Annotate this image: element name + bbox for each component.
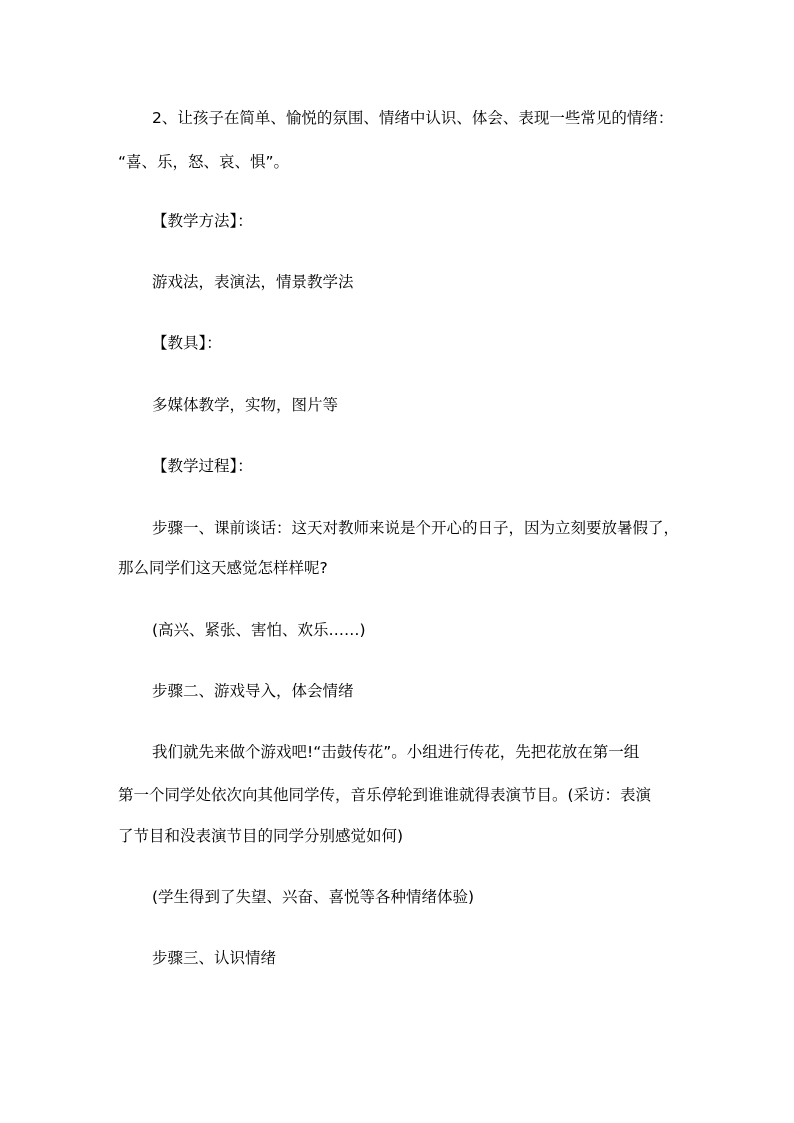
step-1-line-1: 步骤一、课前谈话：这天对教师来说是个开心的日子，因为立刻要放暑假了， xyxy=(152,519,680,537)
teaching-process-heading: 【教学过程】： xyxy=(152,457,253,475)
objective-2-line-2: “喜、乐，怒、哀、惧”。 xyxy=(118,153,290,171)
step-1-responses: (高兴、紧张、害怕、欢乐……) xyxy=(152,621,366,639)
step-2-heading: 步骤二、游戏导入，体会情绪 xyxy=(152,682,354,700)
step-2-line-3: 了节目和没表演节目的同学分别感觉如何) xyxy=(118,827,404,845)
step-1-line-2: 那么同学们这天感觉怎样样呢? xyxy=(118,559,328,577)
step-2-line-2: 第一个同学处依次向其他同学传，音乐停轮到谁谁就得表演节目。(采访：表演 xyxy=(118,786,652,804)
step-2-line-1: 我们就先来做个游戏吧!“击鼓传花”。小组进行传花，先把花放在第一组 xyxy=(152,743,640,761)
teaching-methods-text: 游戏法，表演法，情景教学法 xyxy=(152,273,354,291)
objective-2-line-1: 2、让孩子在简单、愉悦的氛围、情绪中认识、体会、表现一些常见的情绪： xyxy=(152,109,674,127)
step-2-responses: (学生得到了失望、兴奋、喜悦等各种情绪体验) xyxy=(152,888,475,906)
step-3-heading: 步骤三、认识情绪 xyxy=(152,949,277,967)
teaching-aids-text: 多媒体教学，实物，图片等 xyxy=(152,396,339,414)
teaching-aids-heading: 【教具】： xyxy=(152,334,222,352)
teaching-methods-heading: 【教学方法】： xyxy=(152,212,253,230)
